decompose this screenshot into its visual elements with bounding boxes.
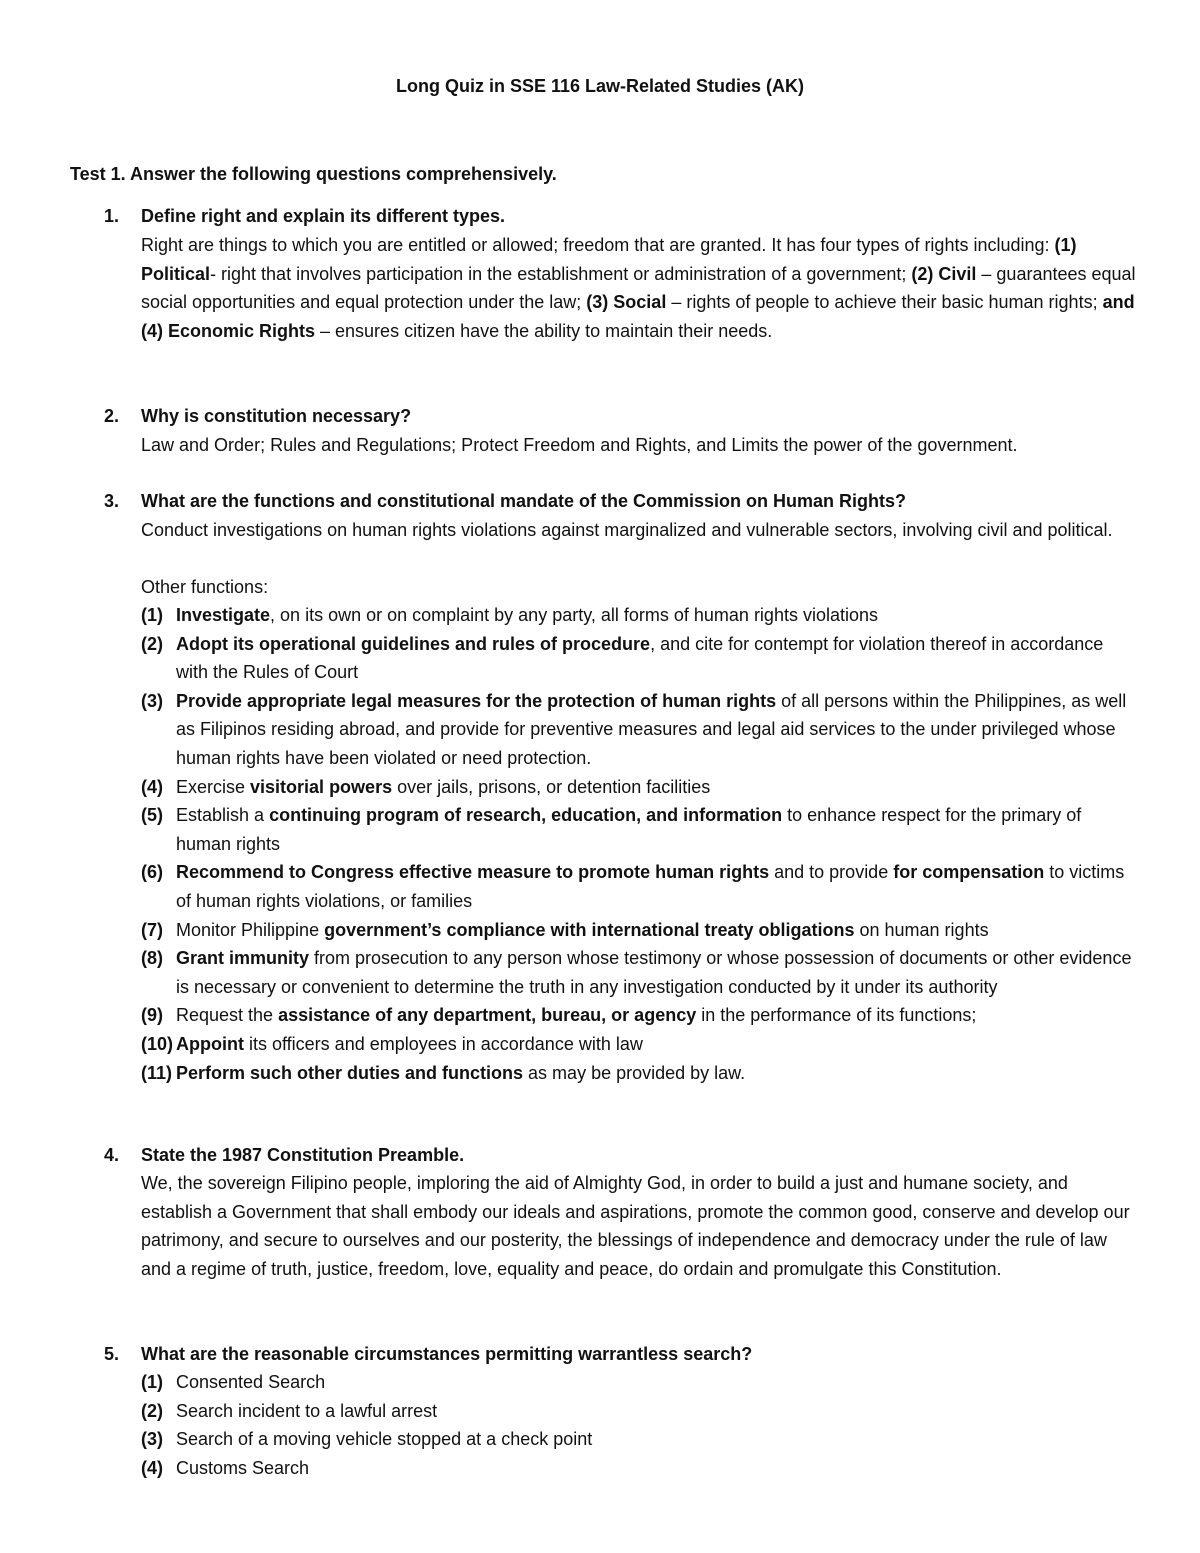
list-item-number: (2) xyxy=(141,1400,163,1421)
text-run: to enhance respect for the primary of human rights xyxy=(176,805,1082,854)
text-run: as may be provided by law. xyxy=(523,1062,746,1083)
answer-text xyxy=(141,1169,1136,1283)
answer-text xyxy=(141,431,1136,460)
answer-text xyxy=(141,516,1136,545)
list-item xyxy=(141,601,1136,630)
bold-text: (3) Social xyxy=(586,292,667,313)
list-item-number: (4) xyxy=(141,1457,163,1478)
document-title: Long Quiz in SSE 116 Law-Related Studies (AK) xyxy=(395,76,805,96)
other-functions-label: Other functions: xyxy=(141,577,269,597)
bold-text: assistance of any department, bureau, or agency xyxy=(278,1005,697,1026)
question-number: 3. xyxy=(104,491,120,511)
text-run: – guarantees equal social opportunities and equal protection under the law; xyxy=(141,263,1136,313)
text-run: Law and Order; Rules and Regulations; Protect Freedom and Rights, and Limits the power of the government. xyxy=(141,435,1018,455)
text-run: Monitor Philippine xyxy=(176,919,325,940)
question-text: Why is constitution necessary? xyxy=(141,406,412,426)
list-item-number: (9) xyxy=(141,1005,163,1026)
list-item-number: (8) xyxy=(141,948,163,969)
bold-text: Recommend to Congress effective measure to promote human rights xyxy=(176,862,770,883)
text-run: over jails, prisons, or detention facilities xyxy=(392,776,711,797)
bold-text: Perform such other duties and functions xyxy=(176,1062,524,1083)
list-item xyxy=(141,1425,1136,1454)
text-run: Search incident to a lawful arrest xyxy=(176,1400,438,1421)
bold-text: for compensation xyxy=(893,862,1045,883)
list-item xyxy=(141,773,1136,802)
text-run: , on its own or on complaint by any party, all forms of human rights violations xyxy=(270,605,878,625)
bold-text: Provide appropriate legal measures for the protection of human rights xyxy=(176,690,777,711)
warrantless-search-list xyxy=(141,1368,1136,1482)
list-item xyxy=(141,1397,1136,1426)
list-item xyxy=(141,1059,1136,1088)
list-item xyxy=(141,858,1136,915)
text-run: Consented Search xyxy=(176,1372,326,1392)
question-number: 5. xyxy=(104,1344,120,1364)
bold-text: (2) Civil xyxy=(911,263,977,284)
text-run: We, the sovereign Filipino people, imploring the aid of Almighty God, in order to build a just and humane society, and establish a Government that shall embody our ideals and aspirations, promote the common good, conserve and develop our patrimony, and secure to ourselves and our posterity, the blessings of independence and democracy under the rule of law and a regime of truth, justice, freedom, love, equality and peace, do ordain and promulgate this Constitution. xyxy=(141,1173,1130,1279)
text-run: from prosecution to any person whose testimony or whose possession of documents or other evidence is necessary or convenient to determine the truth in any investigation conducted by it under its authority xyxy=(176,948,1132,997)
list-item xyxy=(141,801,1136,858)
list-item-number: (1) xyxy=(141,605,163,625)
list-item-number: (3) xyxy=(141,1429,163,1450)
answer-text xyxy=(141,231,1136,345)
text-run: – ensures citizen have the ability to maintain their needs. xyxy=(315,320,773,341)
list-item xyxy=(141,944,1136,1001)
question-text: State the 1987 Constitution Preamble. xyxy=(141,1145,465,1165)
text-run: - right that involves participation in the establishment or administration of a government; xyxy=(210,263,912,284)
text-run: Request the xyxy=(176,1005,279,1026)
text-run: Right are things to which you are entitled or allowed; freedom that are granted. It has four types of rights including: xyxy=(141,235,1055,255)
text-run: its officers and employees in accordance with law xyxy=(243,1033,643,1054)
list-item-number: (10) xyxy=(141,1033,174,1054)
text-run: Conduct investigations on human rights violations against marginalized and vulnerable sectors, involving civil and political. xyxy=(141,520,1113,540)
list-item xyxy=(141,1368,1136,1397)
list-item-number: (7) xyxy=(141,919,163,940)
bold-text: (1) Political xyxy=(141,235,1077,284)
text-run: , and cite for contempt for violation thereof in accordance with the Rules of Court xyxy=(176,633,1104,683)
list-item xyxy=(141,687,1136,773)
list-item xyxy=(141,1030,1136,1059)
list-item xyxy=(141,630,1136,687)
question-number: 1. xyxy=(104,206,120,226)
bold-text: continuing program of research, education, and information xyxy=(269,805,783,826)
bold-text: government’s compliance with international treaty obligations xyxy=(324,919,855,940)
list-item-number: (4) xyxy=(141,776,163,797)
bold-text: Grant immunity xyxy=(176,948,310,969)
text-run: – rights of people to achieve their basic human rights; xyxy=(666,292,1103,313)
text-run: and to provide xyxy=(769,862,894,883)
bold-text: and (4) Economic Rights xyxy=(141,292,1135,341)
list-item-number: (6) xyxy=(141,862,163,883)
text-run: in the performance of its functions; xyxy=(696,1005,977,1026)
list-item xyxy=(141,916,1136,945)
text-run: Establish a xyxy=(176,805,270,826)
question-number: 4. xyxy=(104,1145,120,1165)
list-item xyxy=(141,1001,1136,1030)
text-run: Customs Search xyxy=(176,1457,310,1478)
list-item-number: (11) xyxy=(141,1062,173,1083)
bold-text: Adopt its operational guidelines and rules of procedure xyxy=(176,633,651,654)
text-run: to victims of human rights violations, or families xyxy=(176,862,1125,911)
list-item-number: (3) xyxy=(141,690,163,711)
list-item xyxy=(141,1454,1136,1483)
functions-list xyxy=(141,601,1136,1087)
question-text: What are the reasonable circumstances permitting warrantless search? xyxy=(141,1344,753,1364)
question-text: What are the functions and constitutional mandate of the Commission on Human Rights? xyxy=(141,491,907,511)
bold-text: visitorial powers xyxy=(250,776,393,797)
bold-text: Appoint xyxy=(176,1033,244,1054)
test-heading: Test 1. Answer the following questions comprehensively. xyxy=(70,164,557,184)
list-item-number: (2) xyxy=(141,633,163,654)
text-run: of all persons within the Philippines, as well as Filipinos residing abroad, and provide for preventive measures and legal aid services to the under privileged whose human rights have been violated or need protection. xyxy=(176,690,1127,768)
text-run: on human rights xyxy=(854,919,989,940)
bold-text: Investigate xyxy=(176,605,271,625)
question-text: Define right and explain its different types. xyxy=(141,206,506,226)
text-run: Exercise xyxy=(176,776,251,797)
question-number: 2. xyxy=(104,406,120,426)
list-item-number: (5) xyxy=(141,805,163,826)
list-item-number: (1) xyxy=(141,1372,163,1392)
text-run: Search of a moving vehicle stopped at a check point xyxy=(176,1429,593,1450)
